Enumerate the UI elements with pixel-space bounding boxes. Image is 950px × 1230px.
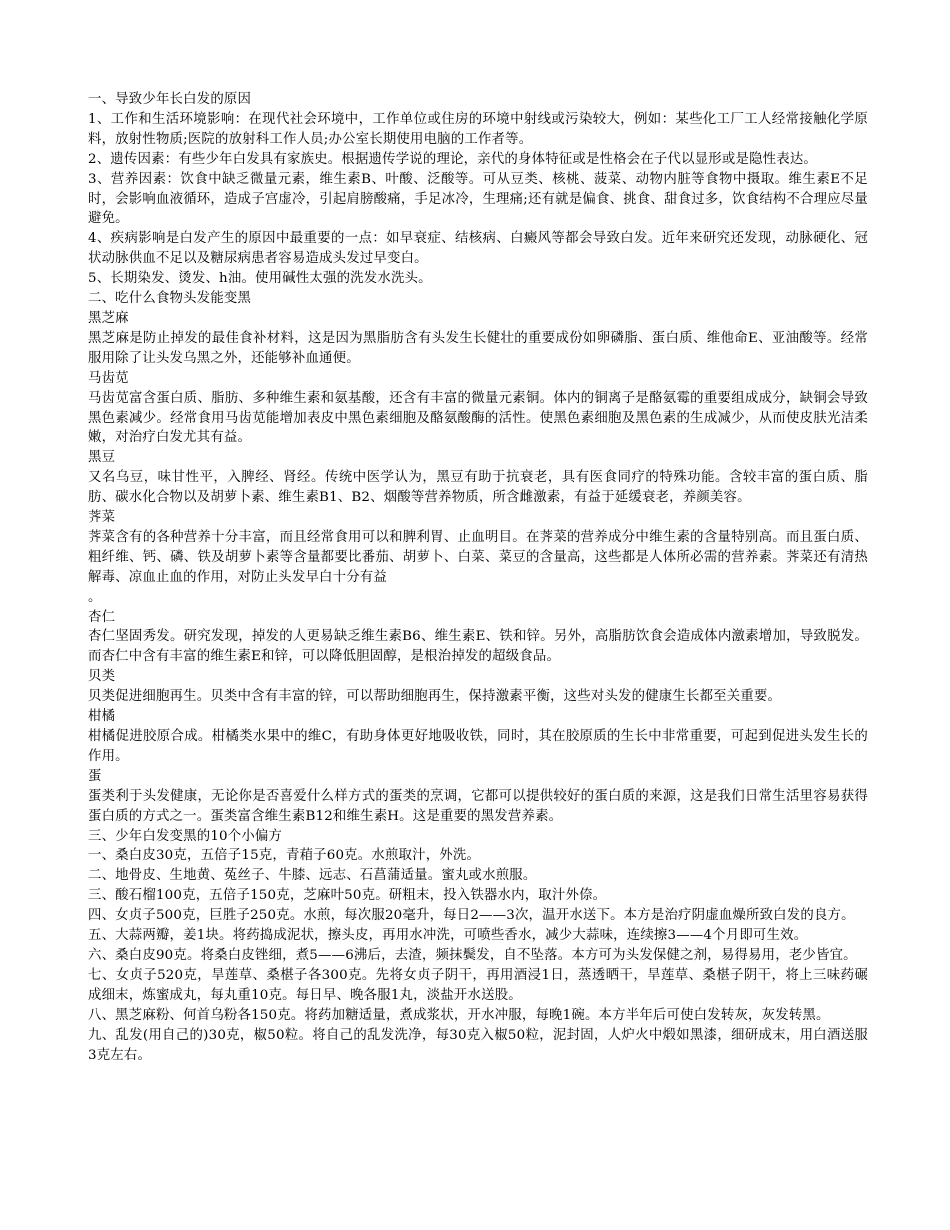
remedy-item: 四、女贞子500克，巨胜子250克。水煎，每次服20毫升，每日2——3次，温开水送下。本方是治疗阴虚血燥所致白发的良方。 — [88, 908, 855, 924]
paragraph: 柑橘促进胶原合成。柑橘类水果中的维C，有助身体更好地吸收铁，同时，其在胶原质的生长中非常重要，可起到促进头发生长的作用。 — [88, 729, 868, 764]
paragraph: 黑芝麻是防止掉发的最佳食补材料，这是因为黑脂肪含有头发生长健壮的重要成份如卵磷脂、蛋白质、维他命E、亚油酸等。经常服用除了让头发乌黑之外，还能够补血通便。 — [88, 330, 868, 366]
food-heading: 荠菜 — [88, 510, 116, 526]
remedy-item: 一、桑白皮30克，五倍子15克，青葙子60克。水煎取汁，外洗。 — [88, 848, 481, 864]
paragraph: 荠菜含有的各种营养十分丰富，而且经常食用可以和脾利胃、止血明目。在荠菜的营养成分中维生素的含量特别高。而且蛋白质、粗纤维、钙、磷、铁及胡萝卜素等含量都要比番茄、胡萝卜、白菜、菜豆的含量高，这些都是人体所必需的营养素。荠菜还有清热解毒、凉血止血的作用，对防止头发早白十分有益 — [88, 529, 868, 585]
food-heading: 黑芝麻 — [88, 310, 129, 326]
food-heading: 柑橘 — [88, 709, 116, 725]
paragraph: 贝类促进细胞再生。贝类中含有丰富的锌，可以帮助细胞再生，保持激素平衡，这些对头发的健康生长都至关重要。 — [88, 689, 782, 705]
remedy-item: 六、桑白皮90克。将桑白皮锉细，煮5——6沸后，去渣，频抹鬓发，自不坠落。本方可为头发保健之剂，易得易用，老少皆宜。 — [88, 947, 857, 963]
paragraph: 5、长期染发、烫发、h油。使用碱性太强的洗发水洗头。 — [88, 271, 432, 287]
food-heading: 贝类 — [88, 669, 116, 685]
remedy-item: 八、黑芝麻粉、何首乌粉各150克。将药加糖适量，煮成浆状，开水冲服，每晚1碗。本方半年后可使白发转灰，灰发转黑。 — [88, 1007, 830, 1023]
paragraph: 蛋类利于头发健康，无论你是否喜爱什么样方式的蛋类的烹调，它都可以提供较好的蛋白质的来源，这是我们日常生活里容易获得蛋白质的方式之一。蛋类富含维生素B12和维生素H。这是重要的黑发营养素。 — [88, 788, 868, 824]
food-heading: 杏仁 — [88, 609, 116, 625]
paragraph: 马齿苋富含蛋白质、脂肪、多种维生素和氨基酸，还含有丰富的微量元素铜。体内的铜离子是酪氨霉的重要组成成分，缺铜会导致黑色素减少。经常食用马齿苋能增加表皮中黑色素细胞及酪氨酸酶的活性。使黑色素细胞及黑色素的生成减少，从而使皮肤光洁柔嫩，对治疗白发尤其有益。 — [88, 390, 868, 446]
section-heading: 三、少年白发变黑的10个小偏方 — [88, 828, 283, 844]
food-heading: 蛋 — [88, 768, 102, 784]
document-body — [88, 90, 868, 1065]
paragraph: 2、遗传因素：有些少年白发具有家族史。根据遗传学说的理论，亲代的身体特征或是性格会在子代以显形或是隐性表达。 — [88, 151, 818, 167]
paragraph: 。 — [88, 589, 102, 605]
section-heading: 一、导致少年长白发的原因 — [88, 92, 252, 107]
remedy-item: 七、女贞子520克，旱莲草、桑椹子各300克。先将女贞子阴干，再用酒浸1日，蒸透晒干，旱莲草、桑椹子阴干，将上三味药碾成细末，炼蜜成丸，每丸重10克。每日早、晚各服1丸，淡盐开水送股。 — [88, 967, 868, 1003]
remedy-item: 九、乱发(用自己的)30克，椒50粒。将自己的乱发洗净，每30克入椒50粒，泥封固，人炉火中煅如黑漆，细研成末，用白酒送服3克左右。 — [88, 1027, 868, 1063]
paragraph: 4、疾病影响是白发产生的原因中最重要的一点：如早衰症、结核病、白癜风等都会导致白发。近年来研究还发现，动脉硬化、冠状动脉供血不足以及糖尿病患者容易造成头发过早变白。 — [88, 231, 868, 267]
remedy-item: 二、地骨皮、生地黄、菟丝子、牛膝、远志、石菖蒲适量。蜜丸或水煎服。 — [88, 868, 537, 884]
paragraph: 又名乌豆，味甘性平，入脾经、肾经。传统中医学认为，黑豆有助于抗衰老，具有医食同疗的特殊功能。含较丰富的蛋白质、脂肪、碳水化合物以及胡萝卜素、维生素B1、B2、烟酸等营养物质，所含雌激素，有益于延缓衰老，养颜美容。 — [88, 470, 868, 506]
section-heading: 二、吃什么食物头发能变黑 — [88, 291, 252, 307]
paragraph: 1、工作和生活环境影响：在现代社会环境中，工作单位或住房的环境中射线或污染较大，例如：某些化工厂工人经常接触化学原料，放射性物质;医院的放射科工作人员;办公室长期使用电脑的工作者等。 — [88, 111, 868, 147]
paragraph: 杏仁坚固秀发。研究发现，掉发的人更易缺乏维生素B6、维生素E、铁和锌。另外，高脂肪饮食会造成体内激素增加，导致脱发。而杏仁中含有丰富的维生素E和锌，可以降低胆固醇，是根治掉发的超级食品。 — [88, 629, 868, 665]
remedy-item: 三、酸石榴100克，五倍子150克，芝麻叶50克。研粗末，投入铁器水内，取汁外倷。 — [88, 888, 607, 904]
food-heading: 马齿苋 — [88, 370, 129, 386]
food-heading: 黑豆 — [88, 450, 116, 466]
remedy-item: 五、大蒜两瓣，姜1块。将药捣成泥状，擦头皮，再用水冲洗，可喷些香水，减少大蒜味，连续擦3——4个月即可生效。 — [88, 928, 808, 944]
paragraph: 3、营养因素：饮食中缺乏微量元素，维生素B、叶酸、泛酸等。可从豆类、核桃、菠菜、动物内脏等食物中摄取。维生素E不足时，会影响血液循环，造成子宫虚冷，引起肩膀酸痛，手足冰冷，生理痛;还有就是偏食、挑食、甜食过多，饮食结构不合理应尽量避免。 — [88, 171, 868, 227]
